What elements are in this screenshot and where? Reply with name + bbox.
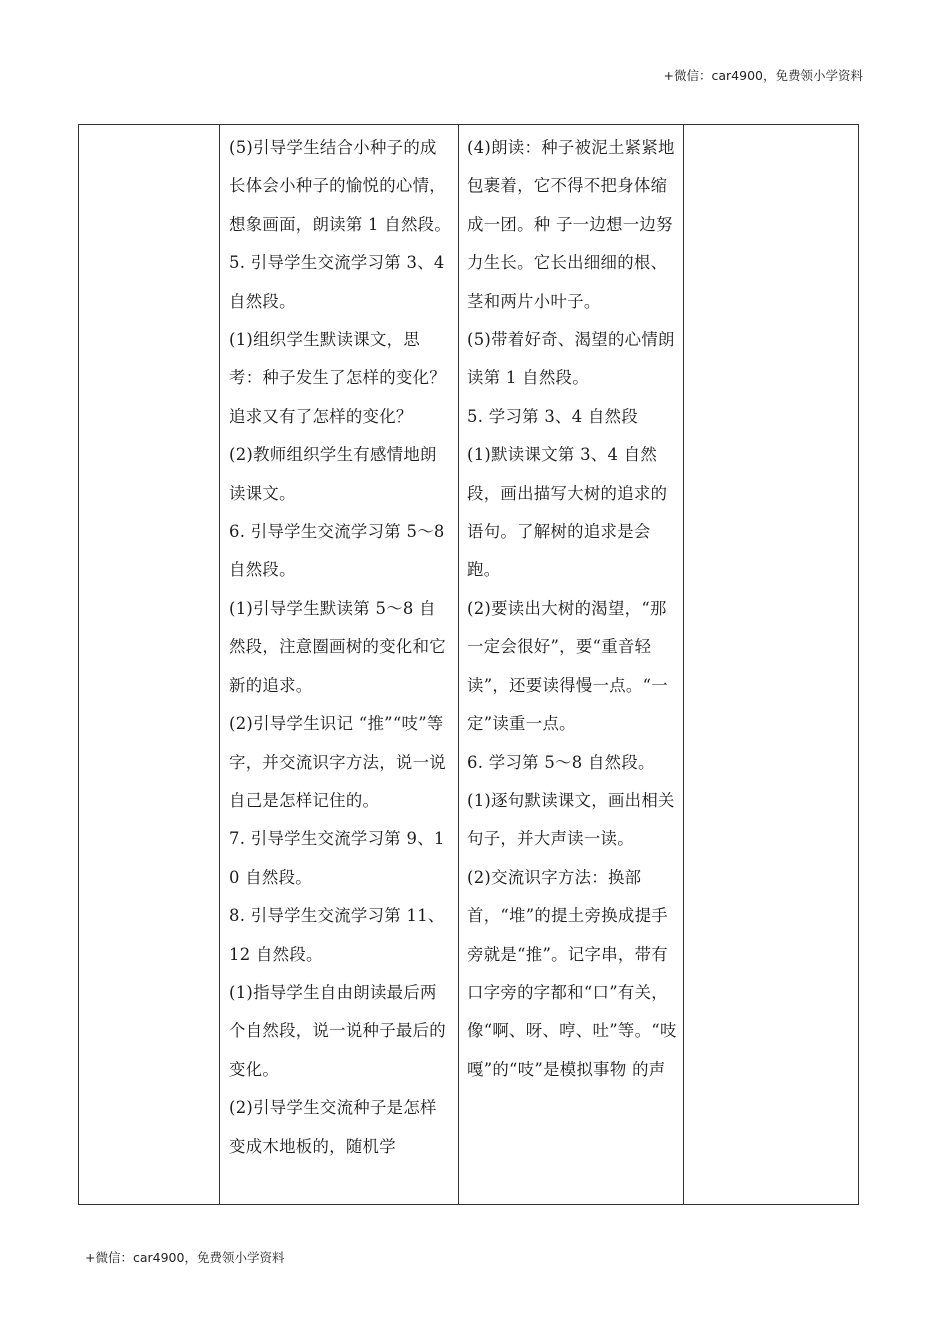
student-paragraph: (1)逐句默读课文，画出相关句子，并大声读一读。 <box>467 790 675 849</box>
teacher-paragraph: 6. 引导学生交流学习第 5～8 自然段。 <box>229 522 445 580</box>
header-note: +微信：car4900，免费领小学资料 <box>663 68 863 83</box>
table-column-left-blank <box>79 125 220 1204</box>
teacher-paragraph: (5)引导学生结合小种子的成长体会小种子的愉悦的心情，想象画面，朗读第 1 自然段。 <box>229 138 452 234</box>
footer-note: +微信：car4900，免费领小学资料 <box>85 1250 285 1265</box>
student-paragraph: (2)要读出大树的渴望，“那一定会很好”，要“重音轻读”，还要读得慢一点。“一定”读重一点。 <box>467 598 668 734</box>
teacher-paragraph: (1)组织学生默读课文，思考：种子发生了怎样的变化？追求又有了怎样的变化？ <box>229 330 446 426</box>
student-paragraph: (4)朗读：种子被泥土紧紧地包裹着，它不得不把身体缩成一团。种 子一边想一边努力生长。它长出细细的根、茎和两片小叶子。 <box>467 138 675 311</box>
table-column-right-blank <box>684 125 858 1204</box>
teacher-paragraph: 5. 引导学生交流学习第 3、4 自然段。 <box>229 253 445 311</box>
student-paragraph: 5. 学习第 3、4 自然段 <box>467 406 639 426</box>
teacher-paragraph: (1)引导学生默读第 5～8 自然段，注意圈画树的变化和它新的追求。 <box>229 598 446 695</box>
teacher-paragraph: (1)指导学生自由朗读最后两个自然段，说一说种子最后的变化。 <box>229 982 446 1079</box>
lesson-table <box>78 124 859 1205</box>
teacher-paragraph: (2)引导学生识记 “推”“吱”等字，并交流识字方法，说一说自己是怎样记住的。 <box>229 714 446 810</box>
teacher-paragraph: (2)引导学生交流种子是怎样变成木地板的，随机学 <box>229 1098 437 1156</box>
teacher-paragraph: (2)教师组织学生有感情地朗读课文。 <box>229 445 437 503</box>
teacher-activities-column <box>220 125 459 1204</box>
student-paragraph: (1)默读课文第 3、4 自然段，画出描写大树的追求的语句。了解树的追求是会跑。 <box>467 445 668 580</box>
teacher-paragraph: 8. 引导学生交流学习第 11、12 自然段。 <box>229 906 445 964</box>
teacher-paragraph: 7. 引导学生交流学习第 9、10 自然段。 <box>229 829 445 887</box>
student-paragraph: (2)交流识字方法：换部首，“堆”的提土旁换成提手旁就是“推”。记字串，带有口字旁的字都和“口”有关，像“啊、呀、哼、吐”等。“吱嘎”的“吱”是模拟事物 的声 <box>467 867 677 1079</box>
student-activities-column <box>459 125 684 1204</box>
student-paragraph: (5)带着好奇、渴望的心情朗读第 1 自然段。 <box>467 330 675 388</box>
student-paragraph: 6. 学习第 5～8 自然段。 <box>467 752 655 772</box>
